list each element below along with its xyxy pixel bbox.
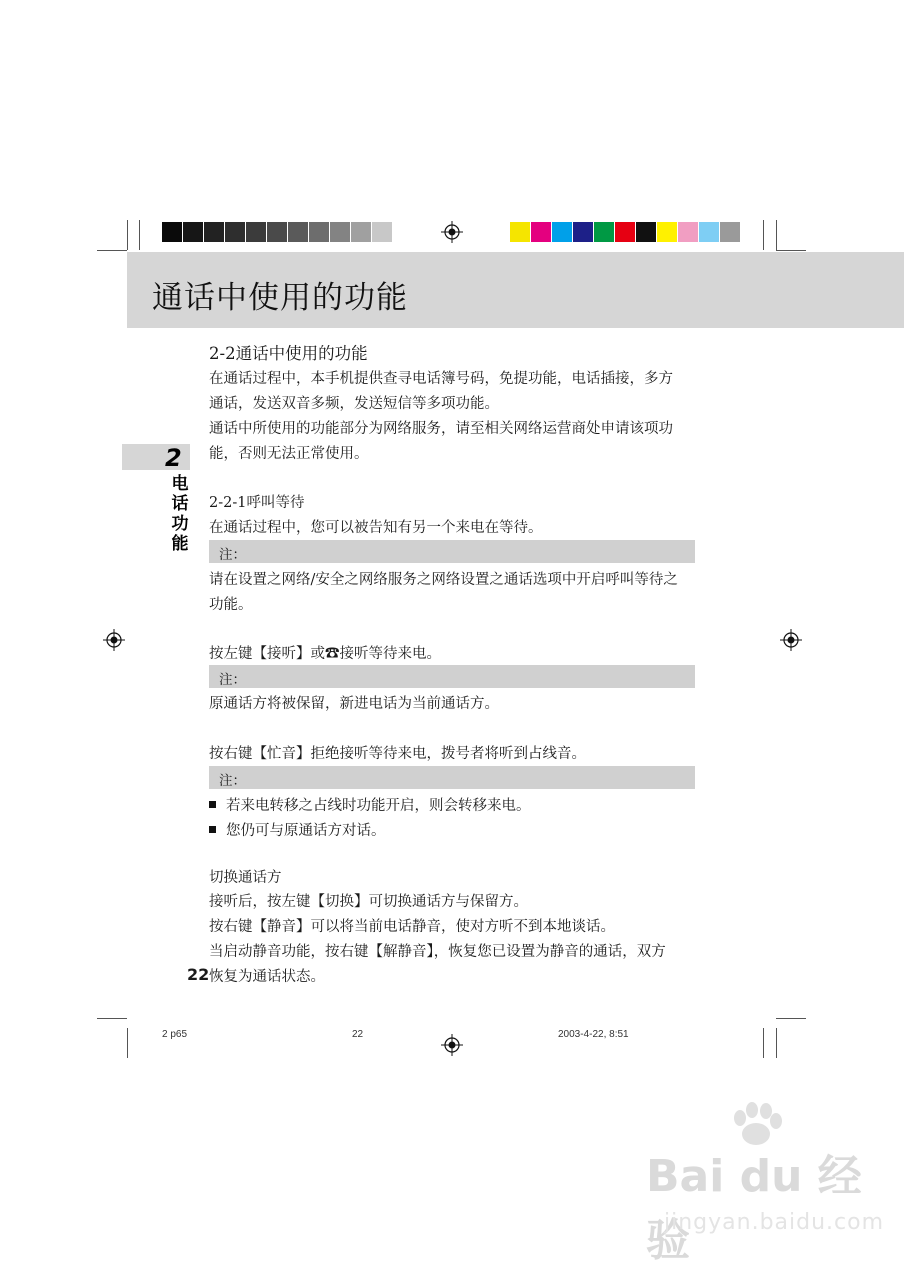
paragraph-line: 接听后，按左键【切换】可切换通话方与保留方。 bbox=[209, 894, 528, 910]
section-heading: 2-2通话中使用的功能 bbox=[209, 344, 368, 363]
paragraph-line: 通话中所使用的功能部分为网络服务，请至相关网络运营商处申请该项功 bbox=[209, 421, 673, 437]
crop-mark bbox=[763, 220, 764, 250]
note-bar bbox=[209, 766, 695, 789]
subsection-heading: 切换通话方 bbox=[209, 870, 282, 886]
note-label: 注： bbox=[219, 773, 246, 789]
page-title: 通话中使用的功能 bbox=[152, 280, 408, 316]
paragraph-line: 在通话过程中，本手机提供查寻电话簿号码，免提功能，电话插接，多方 bbox=[209, 371, 673, 387]
chapter-label: 电话功能 bbox=[171, 474, 189, 554]
registration-mark-icon bbox=[103, 629, 125, 651]
paragraph-line: 通话，发送双音多频，发送短信等多项功能。 bbox=[209, 396, 499, 412]
note-label: 注： bbox=[219, 547, 246, 563]
registration-mark-icon bbox=[780, 629, 802, 651]
crop-mark bbox=[127, 220, 128, 250]
list-item: 若来电转移之占线时功能开启，则会转移来电。 bbox=[209, 794, 531, 815]
paragraph-line: 恢复为通话状态。 bbox=[209, 969, 325, 985]
watermark bbox=[646, 1140, 904, 1268]
bullet-icon bbox=[209, 801, 216, 808]
crop-mark bbox=[97, 1018, 127, 1019]
paragraph-line: 按右键【忙音】拒绝接听等待来电，拨号者将听到占线音。 bbox=[209, 746, 586, 762]
note-text: 功能。 bbox=[209, 597, 253, 613]
crop-mark bbox=[776, 1028, 777, 1058]
watermark-brand: Bai du 经验 bbox=[646, 1151, 862, 1266]
paw-logo-icon bbox=[716, 1102, 796, 1152]
crop-mark bbox=[139, 220, 140, 250]
watermark-url: jingyan.baidu.com bbox=[664, 1210, 885, 1235]
registration-mark-icon bbox=[441, 221, 463, 243]
paragraph-line: 当启动静音功能，按右键【解静音】，恢复您已设置为静音的通话，双方 bbox=[209, 944, 666, 960]
note-label: 注： bbox=[219, 672, 246, 688]
footer-datetime: 2003-4-22, 8:51 bbox=[558, 1029, 629, 1040]
subsection-heading: 2-2-1呼叫等待 bbox=[209, 495, 305, 511]
footer-filename: 2 p65 bbox=[162, 1029, 188, 1040]
note-bar bbox=[209, 540, 695, 563]
registration-mark-icon bbox=[441, 1034, 463, 1056]
crop-mark bbox=[97, 250, 127, 251]
page-number: 22 bbox=[187, 965, 210, 984]
list-item: 您仍可与原通话方对话。 bbox=[209, 819, 386, 840]
note-text: 请在设置之网络/安全之网络服务之网络设置之通话选项中开启呼叫等待之 bbox=[209, 572, 678, 588]
paragraph-line: 在通话过程中，您可以被告知有另一个来电在等待。 bbox=[209, 520, 543, 536]
crop-mark bbox=[127, 1028, 128, 1058]
paragraph-line: 能，否则无法正常使用。 bbox=[209, 446, 369, 462]
footer-page: 22 bbox=[352, 1029, 364, 1040]
paragraph-line: 按右键【静音】可以将当前电话静音，使对方听不到本地谈话。 bbox=[209, 919, 615, 935]
chapter-number: 2 bbox=[165, 444, 182, 472]
note-text: 原通话方将被保留，新进电话为当前通话方。 bbox=[209, 696, 499, 712]
crop-mark bbox=[776, 1018, 806, 1019]
crop-mark bbox=[776, 250, 806, 251]
note-bar bbox=[209, 665, 695, 688]
crop-mark bbox=[763, 1028, 764, 1058]
paragraph-line: 按左键【接听】或☎接听等待来电。 bbox=[209, 646, 441, 662]
crop-mark bbox=[776, 220, 777, 250]
bullet-icon bbox=[209, 826, 216, 833]
